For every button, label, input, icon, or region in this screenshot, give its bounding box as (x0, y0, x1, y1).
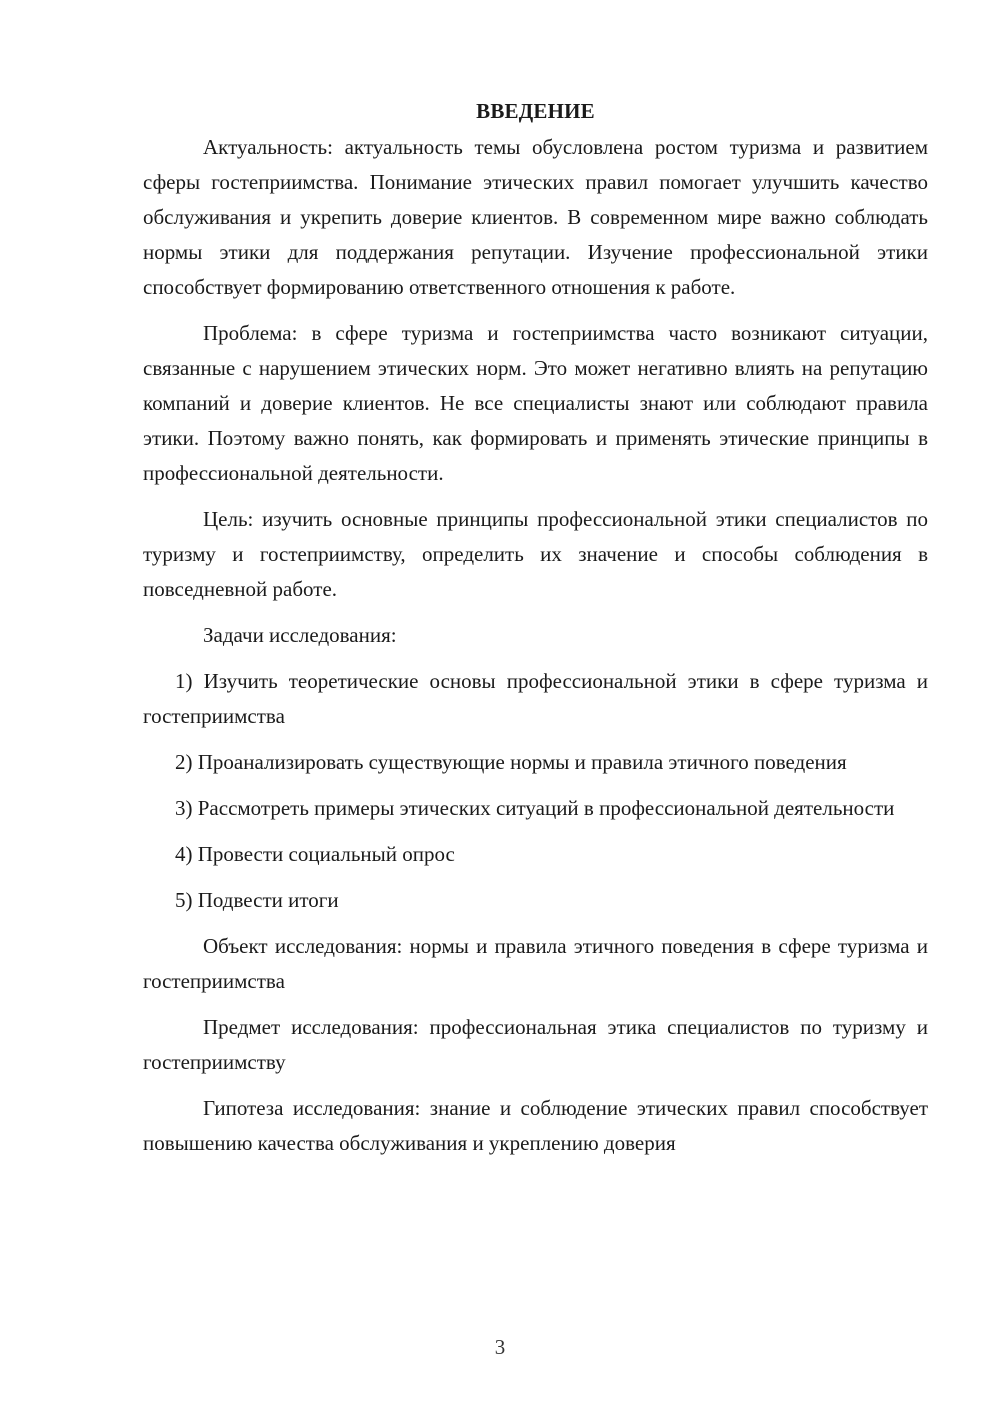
section-title: ВВЕДЕНИЕ (476, 99, 595, 123)
hypothesis-paragraph: Гипотеза исследования: знание и соблюдение этических правил способствует повышению качества обслуживания и укреплению доверия (143, 1096, 928, 1155)
tasks-heading: Задачи исследования: (203, 623, 397, 647)
task-item-2: 2) Проанализировать существующие нормы и правила этичного поведения (175, 750, 847, 774)
task-item-5: 5) Подвести итоги (175, 888, 339, 912)
object-paragraph: Объект исследования: нормы и правила этичного поведения в сфере туризма и гостеприимства (143, 934, 928, 993)
task-item-4: 4) Провести социальный опрос (175, 842, 455, 866)
subject-paragraph: Предмет исследования: профессиональная этика специалистов по туризму и гостеприимству (143, 1015, 928, 1074)
task-item-3: 3) Рассмотреть примеры этических ситуаций в профессиональной деятельности (175, 796, 895, 820)
task-item-1: 1) Изучить теоретические основы профессиональной этики в сфере туризма и гостеприимства (143, 669, 928, 728)
page-number: 3 (494, 1335, 506, 1359)
goal-paragraph: Цель: изучить основные принципы профессиональной этики специалистов по туризму и гостеприимству, определить их значение и способы соблюдения в повседневной работе. (143, 507, 928, 601)
document-page (143, 94, 928, 1172)
problem-paragraph: Проблема: в сфере туризма и гостеприимства часто возникают ситуации, связанные с нарушением этических норм. Это может негативно влиять на репутацию компаний и доверие клиентов. Не все специалисты знают или соблюдают правила этики. Поэтому важно понять, как формировать и применять этические принципы в профессиональной деятельности. (143, 321, 928, 485)
relevance-paragraph: Актуальность: актуальность темы обусловлена ростом туризма и развитием сферы гостеприимства. Понимание этических правил помогает улучшить качество обслуживания и укрепить доверие клиентов. В современном мире важно соблюдать нормы этики для поддержания репутации. Изучение профессиональной этики способствует формированию ответственного отношения к работе. (143, 135, 928, 299)
